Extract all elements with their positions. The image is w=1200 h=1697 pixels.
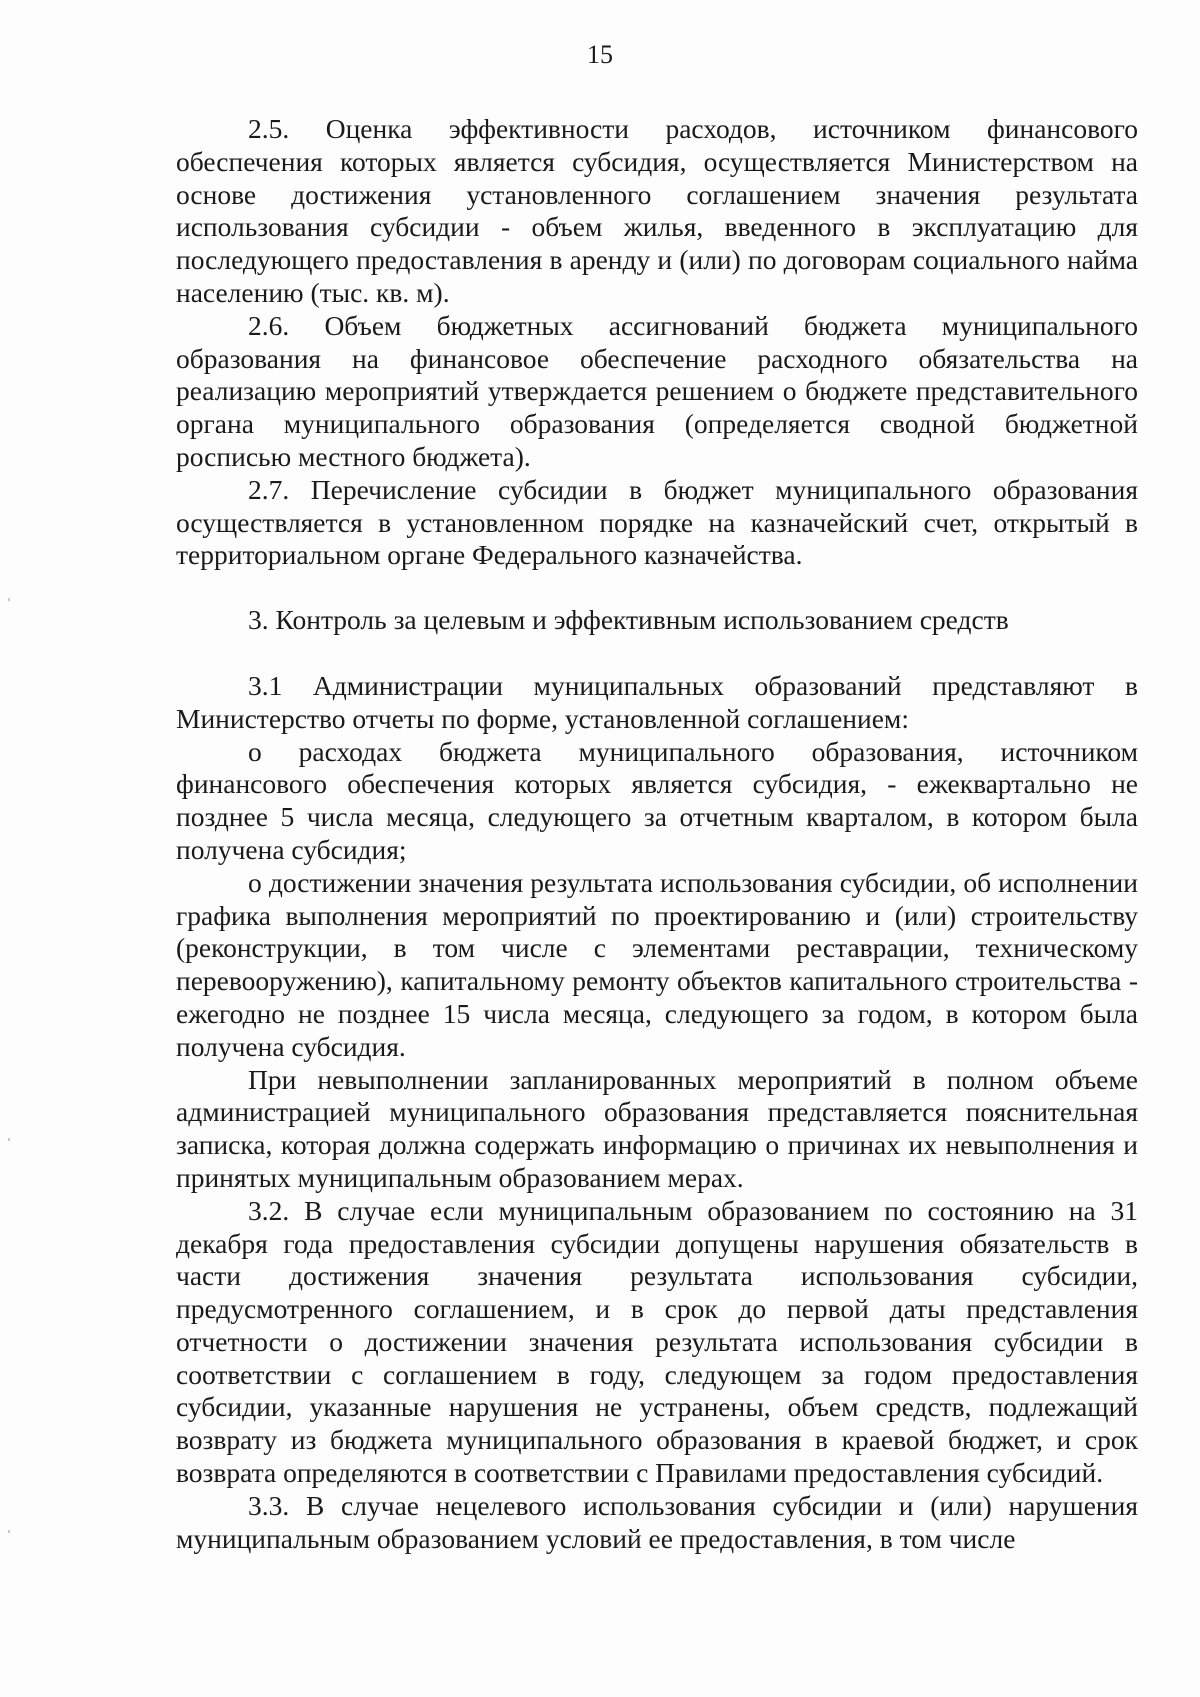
paragraph-3-2: 3.2. В случае если муниципальным образованием по состоянию на 31 декабря года предоставления субсидии допущены нарушения обязательств в части достижения значения результата использования субсидии, предусмотренного соглашением, и в срок до первой даты представления отчетности о достижении значения результата использования субсидии в соответствии с соглашением в году, следующем за годом предоставления субсидии, указанные нарушения не устранены, объем средств, подлежащий возврату из бюджета муниципального образования в краевой бюджет, и срок возврата определяются в соответствии с Правилами предоставления субсидий. <box>176 1194 1138 1489</box>
page-number: 15 <box>587 40 613 69</box>
paragraph-2-5: 2.5. Оценка эффективности расходов, источником финансового обеспечения которых является субсидия, осуществляется Министерством на основе достижения установленного соглашением значения результата использования субсидии - объем жилья, введенного в эксплуатацию для последующего предоставления в аренду и (или) по договорам социального найма населению (тыс. кв. м). <box>176 113 1138 308</box>
scan-speck <box>8 1138 10 1141</box>
section-heading: 3. Контроль за целевым и эффективным использованием средств <box>248 604 1009 636</box>
paragraph-3-1: 3.1 Администрации муниципальных образований представляют в Министерство отчеты по форме, установленной соглашением: <box>176 669 1138 734</box>
paragraph-explanatory-note: При невыполнении запланированных мероприятий в полном объеме администрацией муниципального образования представляется пояснительная записка, которая должна содержать информацию о причинах их невыполнения и принятых муниципальным образованием мерах. <box>176 1063 1138 1193</box>
scan-speck <box>8 598 10 601</box>
list-item-results-report: о достижении значения результата использования субсидии, об исполнении графика выполнения мероприятий по проектированию и (или) строительству (реконструкции, в том числе с элементами реставрации, техническому перевооружению), капитальному ремонту объектов капитального строительства - ежегодно не позднее 15 числа месяца, следующего за годом, в котором была получена субсидия. <box>176 866 1138 1062</box>
document-body <box>176 113 1138 1555</box>
scan-speck <box>8 1530 10 1533</box>
list-item-expenses-report: о расходах бюджета муниципального образования, источником финансового обеспечения которых является субсидия, - ежеквартально не позднее 5 числа месяца, следующего за отчетным кварталом, в котором была получена субсидия; <box>176 735 1138 865</box>
paragraph-3-3: 3.3. В случае нецелевого использования субсидии и (или) нарушения муниципальным образованием условий ее предоставления, в том числе <box>176 1489 1138 1554</box>
paragraph-2-7: 2.7. Перечисление субсидии в бюджет муниципального образования осуществляется в установленном порядке на казначейский счет, открытый в территориальном органе Федерального казначейства. <box>176 473 1138 571</box>
paragraph-2-6: 2.6. Объем бюджетных ассигнований бюджета муниципального образования на финансовое обеспечение расходного обязательства на реализацию мероприятий утверждается решением о бюджете представительного органа муниципального образования (определяется сводной бюджетной росписью местного бюджета). <box>176 309 1138 472</box>
